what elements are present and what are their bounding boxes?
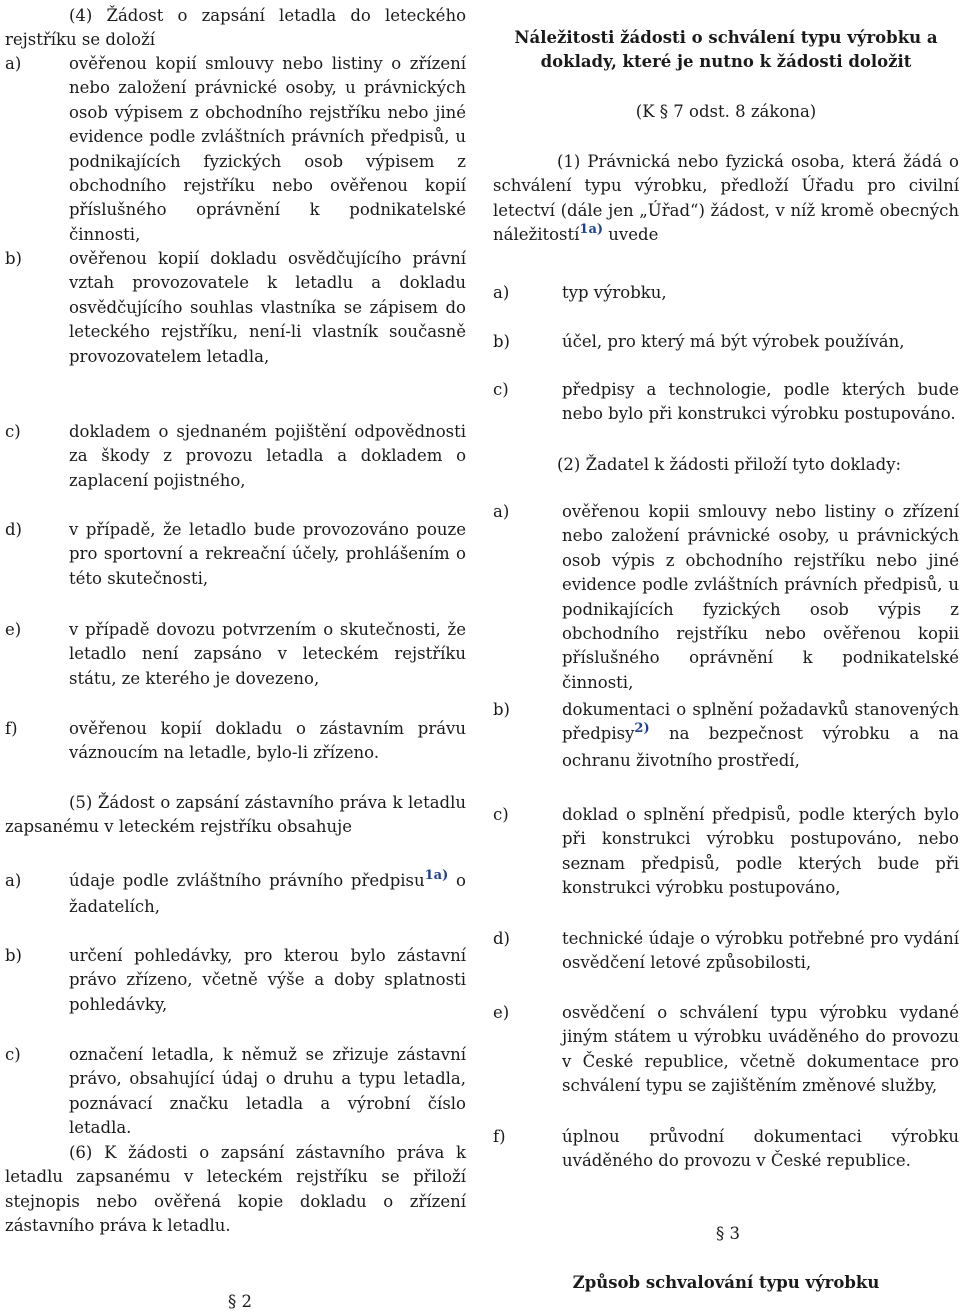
text-fragment: uvede [603,225,659,245]
list-item [493,803,959,901]
list-item-label: a) [5,871,22,890]
list-item-text: dokladem o sjednaném pojištění odpovědnosti za škody z provozu letadla a dokladem o zaplacení pojistného, [69,422,466,490]
text-fragment: o žadatelích, [69,871,466,917]
page-number: § 2 [228,1292,252,1311]
list-item-text [562,698,959,773]
list-item-text: účel, pro který má být výrobek používán, [562,332,905,351]
list-item-text: ověřenou kopií dokladu o zástavním právu váznoucím na letadle, bylo-li zřízeno. [69,719,466,763]
list-item [493,927,959,976]
list-item-text [69,869,466,920]
list-item [493,1125,959,1174]
page-number: § 3 [716,1224,740,1243]
list-item-text: v případě dovozu potvrzením o skutečnosti, že letadlo není zapsáno v leteckém rejstříku státu, ze kterého je dovezeno, [69,620,466,688]
section-heading: Způsob schvalování typu výrobku [572,1273,880,1292]
list-item-text: ověřenou kopií smlouvy nebo listiny o zřízení nebo založení právnické osoby, u právnických osob výpisem z obchodního rejstříku nebo jiné evidence podle zvláštních právních předpisů, u podnikajících fyzických osob výpisem z obchodního rejstříku nebo ověřenou kopií příslušného oprávnění k podnikatelské činnosti, [69,54,466,244]
list-item-label: e) [493,1003,510,1022]
list-item-label: c) [493,805,509,824]
list-item [493,698,959,773]
footnote-ref[interactable]: 1a) [579,222,604,238]
list-item [5,618,466,691]
list-item-text: určení pohledávky, pro kterou bylo zástavní právo zřízeno, včetně výše a doby splatnosti pohledávky, [69,946,466,1014]
list-item [5,247,466,369]
list-item-label: f) [5,719,18,738]
list-item-text: označení letadla, k němuž se zřizuje zástavní právo, obsahující údaj o druhu a typu letadla, poznávací značku letadla a výrobní číslo letadla. [69,1045,466,1138]
list-item-text: typ výrobku, [562,283,667,302]
list-item-label: b) [5,249,22,268]
list-item [5,52,466,247]
list-item-label: c) [5,1045,21,1064]
list-item-label: d) [5,520,22,539]
paragraph-1 [493,150,959,250]
list-item-label: b) [5,946,22,965]
list-item-label: d) [493,929,510,948]
list-item [5,944,466,1017]
list-item-text: úplnou průvodní dokumentaci výrobku uváděného do provozu v České republice. [562,1127,959,1171]
section-heading: Náležitosti žádosti o schválení typu výrobku a doklady, které je nutno k žádosti doložit [514,28,938,72]
list-item [493,281,959,305]
list-item [5,518,466,591]
list-item-label: c) [493,380,509,399]
list-item-label: a) [493,502,510,521]
list-item-label: b) [493,332,510,351]
list-item-text: doklad o splnění předpisů, podle kterých bylo při konstrukci výrobku postupováno, nebo seznam předpisů, podle kterých bude při konstrukci výrobku postupováno, [562,805,959,898]
list-item-label: c) [5,422,21,441]
list-item-text: osvědčení o schválení typu výrobku vydané jiným státem u výrobku uváděného do provozu v České republice, včetně dokumentace pro schválení typu se zajištěním změnové služby, [562,1003,959,1096]
list-item-text: technické údaje o výrobku potřebné pro vydání osvědčení letové způsobilosti, [562,929,959,973]
list-item [493,330,959,354]
list-item [493,1001,959,1099]
list-item [493,500,959,695]
list-item-label: a) [5,54,22,73]
list-item [5,717,466,766]
paragraph-2: (2) Žadatel k žádosti přiloží tyto doklady: [557,455,902,474]
paragraph-6: (6) K žádosti o zapsání zástavního práva k letadlu zapsanému v leteckém rejstříku se přiloží stejnopis nebo ověřená kopie dokladu o zřízení zástavního práva k letadlu. [5,1143,466,1236]
law-reference: (K § 7 odst. 8 zákona) [635,102,817,121]
list-item [493,378,959,427]
text-fragment: (1) Právnická nebo fyzická osoba, která žádá o schválení typu výrobku, předloží Úřadu pro civilní letectví (dále jen „Úřad“) žádost, v níž kromě obecných náležitostí [493,152,959,245]
text-fragment: údaje podle zvláštního právního předpisu [69,871,425,890]
list-item [5,420,466,493]
list-item-label: e) [5,620,22,639]
list-item-text: v případě, že letadlo bude provozováno pouze pro sportovní a rekreační účely, prohlášením o této skutečnosti, [69,520,466,588]
footnote-ref[interactable]: 2) [634,721,650,737]
footnote-ref[interactable]: 1a) [424,868,449,883]
paragraph-5-intro: (5) Žádost o zapsání zástavního práva k letadlu zapsanému v leteckém rejstříku obsahuje [5,793,466,837]
list-item-label: f) [493,1127,506,1146]
list-item-label: a) [493,283,510,302]
list-item [5,1043,466,1141]
list-item [5,869,466,920]
list-item-label: b) [493,700,510,719]
list-item-text: ověřenou kopií dokladu osvědčujícího právní vztah provozovatele k letadlu a dokladu osvědčujícího souhlas vlastníka se zápisem do leteckého rejstříku, není-li vlastník současně provozovatelem letadla, [69,249,466,366]
paragraph-4-intro: (4) Žádost o zapsání letadla do leteckého rejstříku se doloží [5,6,466,50]
text-fragment: dokumentaci o splnění požadavků stanovených předpisy [562,700,959,744]
list-item-text: ověřenou kopii smlouvy nebo listiny o zřízení nebo založení právnické osoby, u právnických osob výpis z obchodního rejstříku nebo jiné evidence podle zvláštních právních předpisů, u podnikajících fyzických osob výpis z obchodního rejstříku nebo ověřenou kopii příslušného oprávnění k podnikatelské činnosti, [562,502,959,692]
text-fragment: na bezpečnost výrobku a na ochranu životního prostředí, [562,724,959,770]
list-item-text: předpisy a technologie, podle kterých bude nebo bylo při konstrukci výrobku postupováno. [562,380,959,424]
